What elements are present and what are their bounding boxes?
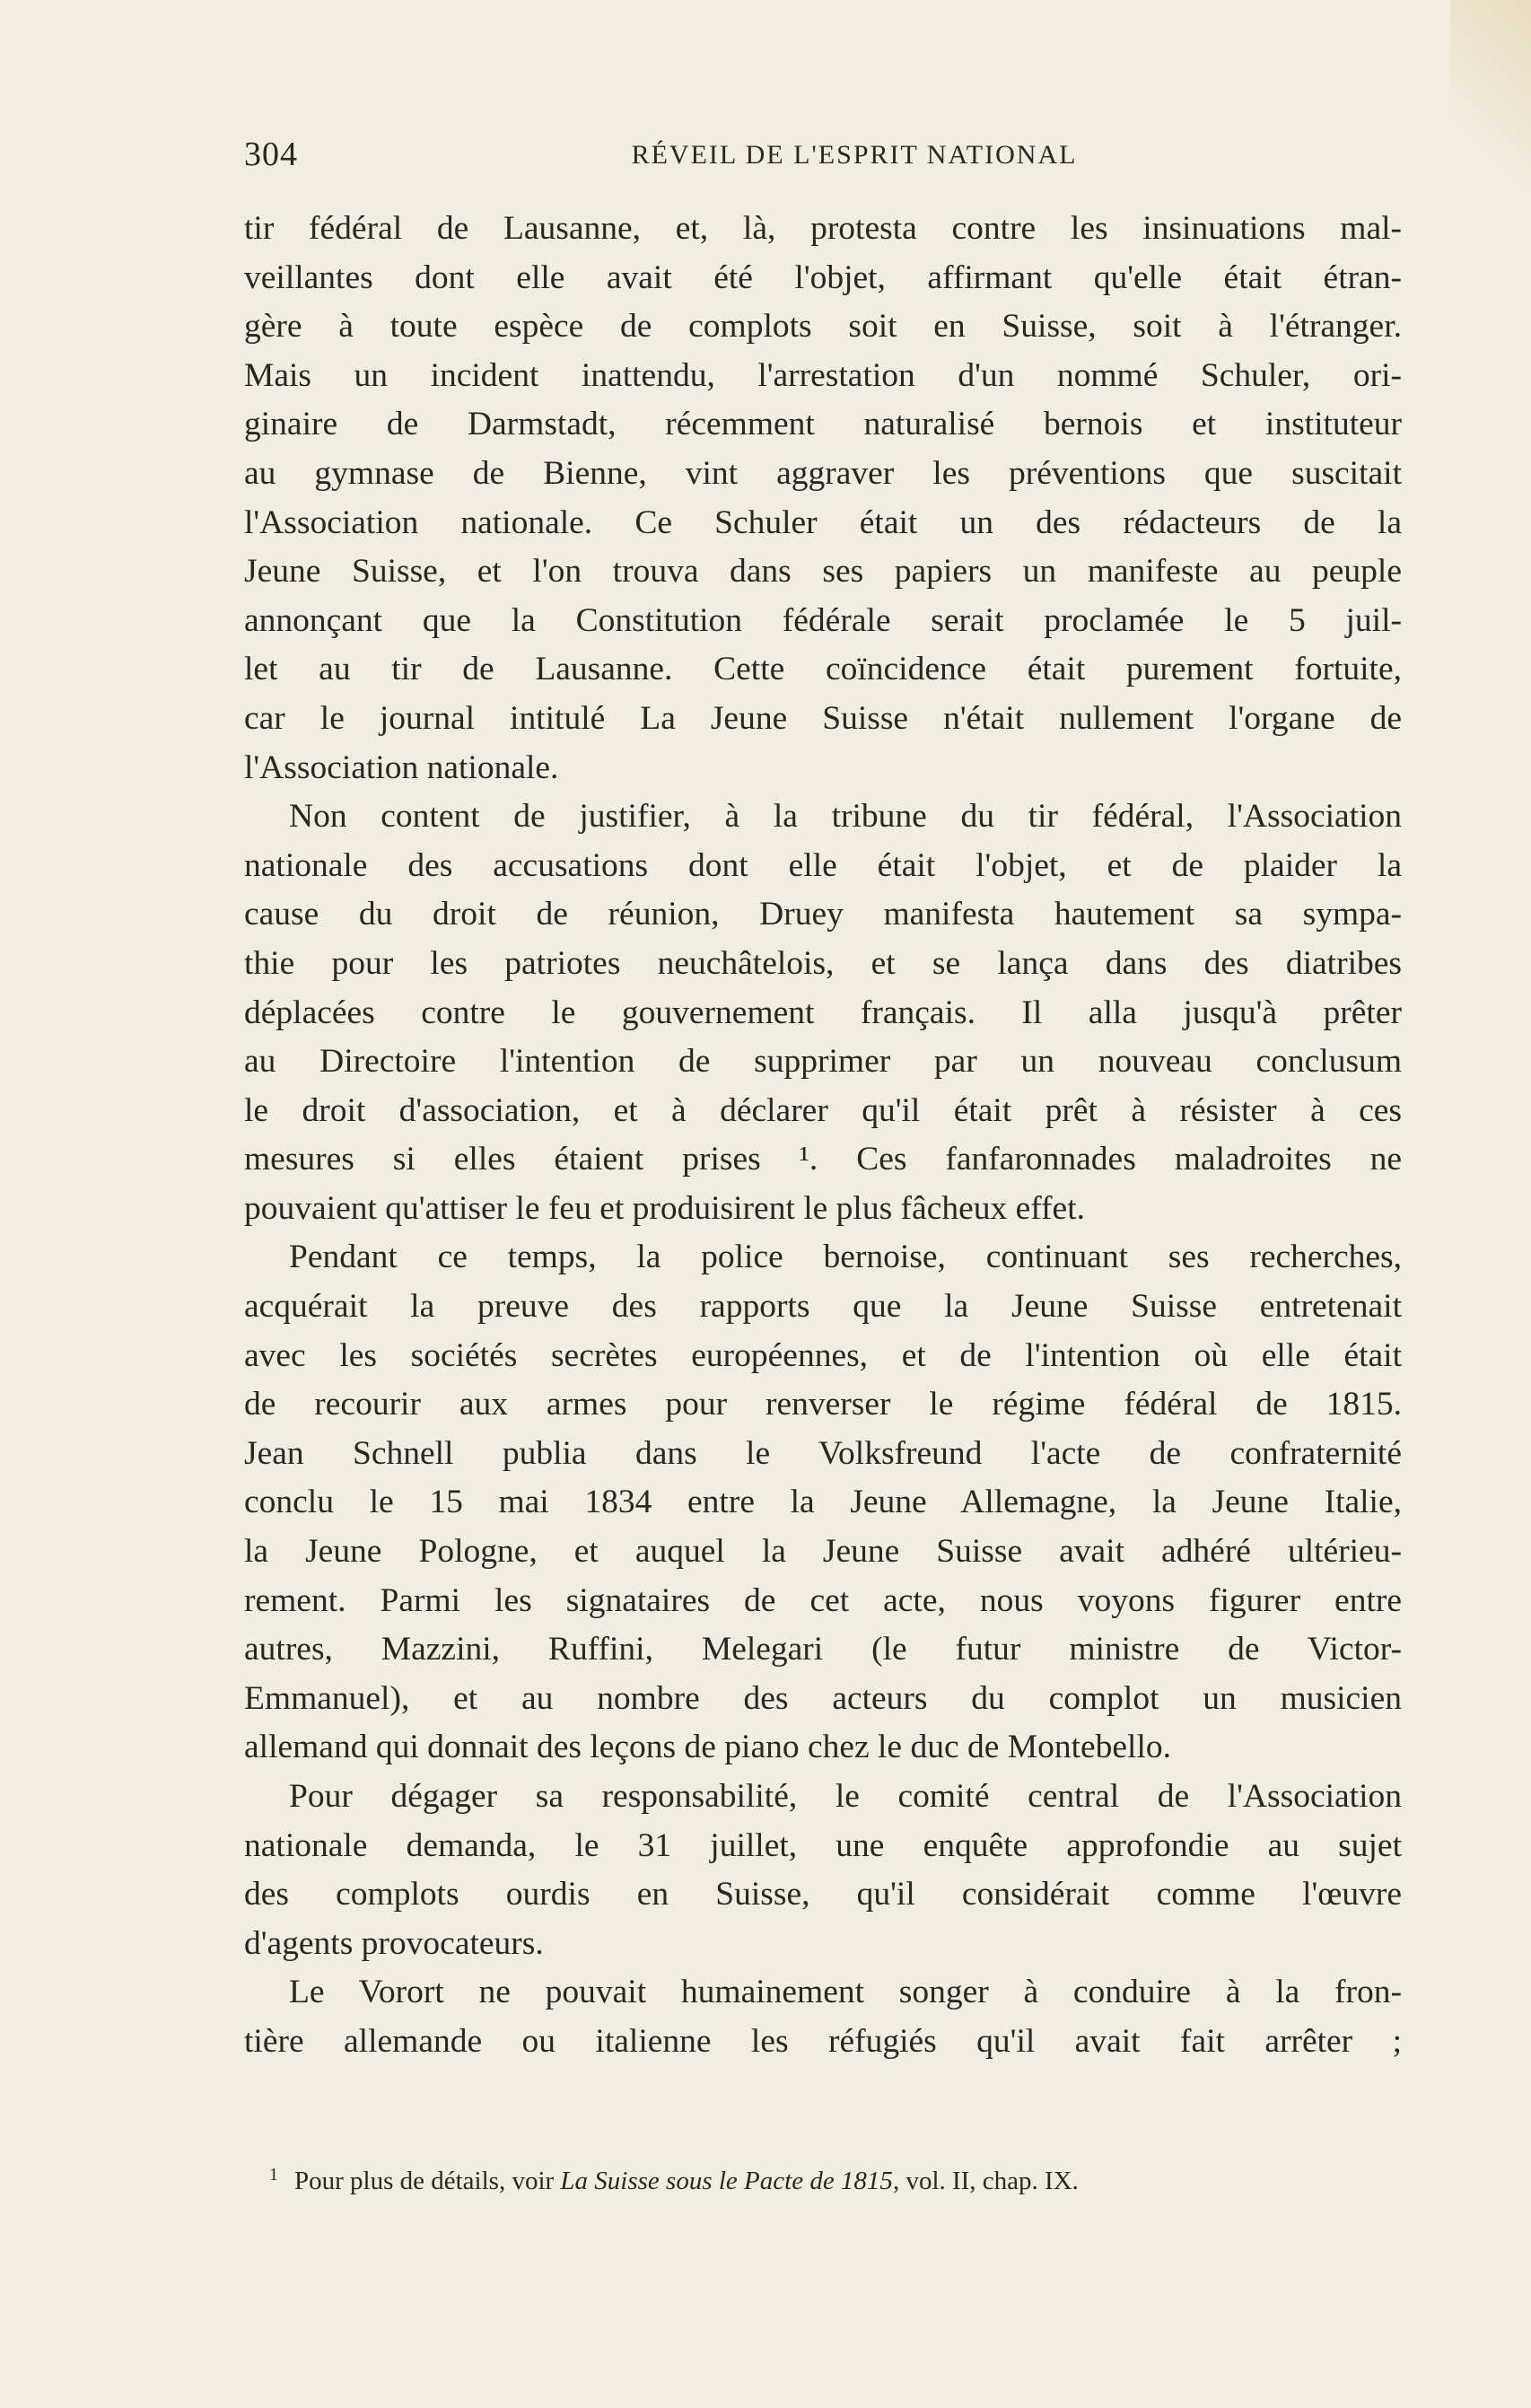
text-line: autres, Mazzini, Ruffini, Melegari (le futur ministre de Victor- bbox=[244, 1631, 1402, 1668]
text-line: déplacées contre le gouvernement français. Il alla jusqu'à prêter bbox=[244, 994, 1402, 1031]
text-line: ginaire de Darmstadt, récemment naturalisé bernois et instituteur bbox=[244, 406, 1402, 443]
text-line: cause du droit de réunion, Druey manifesta hautement sa sympa- bbox=[244, 896, 1402, 933]
text-line: conclu le 15 mai 1834 entre la Jeune Allemagne, la Jeune Italie, bbox=[244, 1484, 1402, 1521]
text-line: la Jeune Pologne, et auquel la Jeune Suisse avait adhéré ultérieu- bbox=[244, 1533, 1402, 1571]
text-line: avec les sociétés secrètes européennes, et de l'intention où elle était bbox=[244, 1336, 1402, 1374]
text-line: tière allemande ou italienne les réfugiés qu'il avait fait arrêter ; bbox=[244, 2022, 1402, 2060]
text-line: nationale des accusations dont elle était l'objet, et de plaider la bbox=[244, 846, 1402, 884]
text-line: Mais un incident inattendu, l'arrestation d'un nommé Schuler, ori- bbox=[244, 356, 1402, 394]
text-line: acquérait la preuve des rapports que la Jeune Suisse entretenait bbox=[244, 1288, 1402, 1326]
footnote-number: 1 bbox=[269, 2165, 278, 2185]
text-line: Pour dégager sa responsabilité, le comité central de l'Association bbox=[289, 1778, 1402, 1815]
text-line: nationale demanda, le 31 juillet, une enquête approfondie au sujet bbox=[244, 1826, 1402, 1864]
footnote-title: La Suisse sous le Pacte de 1815 bbox=[560, 2167, 893, 2195]
text-line: annonçant que la Constitution fédérale serait proclamée le 5 juil- bbox=[244, 601, 1402, 639]
text-line: le droit d'association, et à déclarer qu'il était prêt à résister à ces bbox=[244, 1091, 1402, 1129]
footnote-suffix: , vol. II, chap. IX. bbox=[892, 2167, 1079, 2195]
page-header bbox=[244, 135, 1411, 180]
page-number: 304 bbox=[244, 136, 298, 173]
body-text bbox=[244, 205, 1402, 2067]
text-line: gère à toute espèce de complots soit en Suisse, soit à l'étranger. bbox=[244, 308, 1402, 346]
text-line: Jeune Suisse, et l'on trouva dans ses papiers un manifeste au peuple bbox=[244, 553, 1402, 591]
text-line: l'Association nationale. bbox=[244, 749, 559, 786]
text-line: car le journal intitulé La Jeune Suisse n'était nullement l'organe de bbox=[244, 699, 1402, 737]
text-line: au Directoire l'intention de supprimer par un nouveau conclusum bbox=[244, 1043, 1402, 1081]
text-line: l'Association nationale. Ce Schuler était un des rédacteurs de la bbox=[244, 503, 1402, 541]
text-line: Jean Schnell publia dans le Volksfreund l'acte de confraternité bbox=[244, 1434, 1402, 1472]
text-line: rement. Parmi les signataires de cet acte, nous voyons figurer entre bbox=[244, 1581, 1402, 1619]
text-line: mesures si elles étaient prises ¹. Ces fanfaronnades maladroites ne bbox=[244, 1141, 1402, 1178]
page-edge-shading bbox=[1450, 0, 1531, 215]
footnote-text: Pour plus de détails, voir bbox=[294, 2167, 555, 2195]
text-line: veillantes dont elle avait été l'objet, affirmant qu'elle était étran- bbox=[244, 258, 1402, 296]
text-line: pouvaient qu'attiser le feu et produisirent le plus fâcheux effet. bbox=[244, 1189, 1085, 1227]
text-line: de recourir aux armes pour renverser le régime fédéral de 1815. bbox=[244, 1386, 1402, 1423]
text-line: Non content de justifier, à la tribune du tir fédéral, l'Association bbox=[289, 798, 1402, 836]
text-line: au gymnase de Bienne, vint aggraver les préventions que suscitait bbox=[244, 454, 1402, 492]
text-line: des complots ourdis en Suisse, qu'il considérait comme l'œuvre bbox=[244, 1876, 1402, 1913]
text-line: Pendant ce temps, la police bernoise, continuant ses recherches, bbox=[289, 1239, 1402, 1276]
running-title: RÉVEIL DE L'ESPRIT NATIONAL bbox=[631, 140, 1078, 170]
text-line: Le Vorort ne pouvait humainement songer à conduire à la fron- bbox=[289, 1974, 1402, 2011]
text-line: let au tir de Lausanne. Cette coïncidence était purement fortuite, bbox=[244, 651, 1402, 688]
text-line: d'agents provocateurs. bbox=[244, 1924, 544, 1962]
text-line: Emmanuel), et au nombre des acteurs du complot un musicien bbox=[244, 1679, 1402, 1717]
text-line: allemand qui donnait des leçons de piano chez le duc de Montebello. bbox=[244, 1729, 1172, 1766]
footnote bbox=[269, 2165, 1402, 2196]
text-line: thie pour les patriotes neuchâtelois, et se lança dans des diatribes bbox=[244, 944, 1402, 982]
text-line: tir fédéral de Lausanne, et, là, protesta contre les insinuations mal- bbox=[244, 210, 1402, 247]
